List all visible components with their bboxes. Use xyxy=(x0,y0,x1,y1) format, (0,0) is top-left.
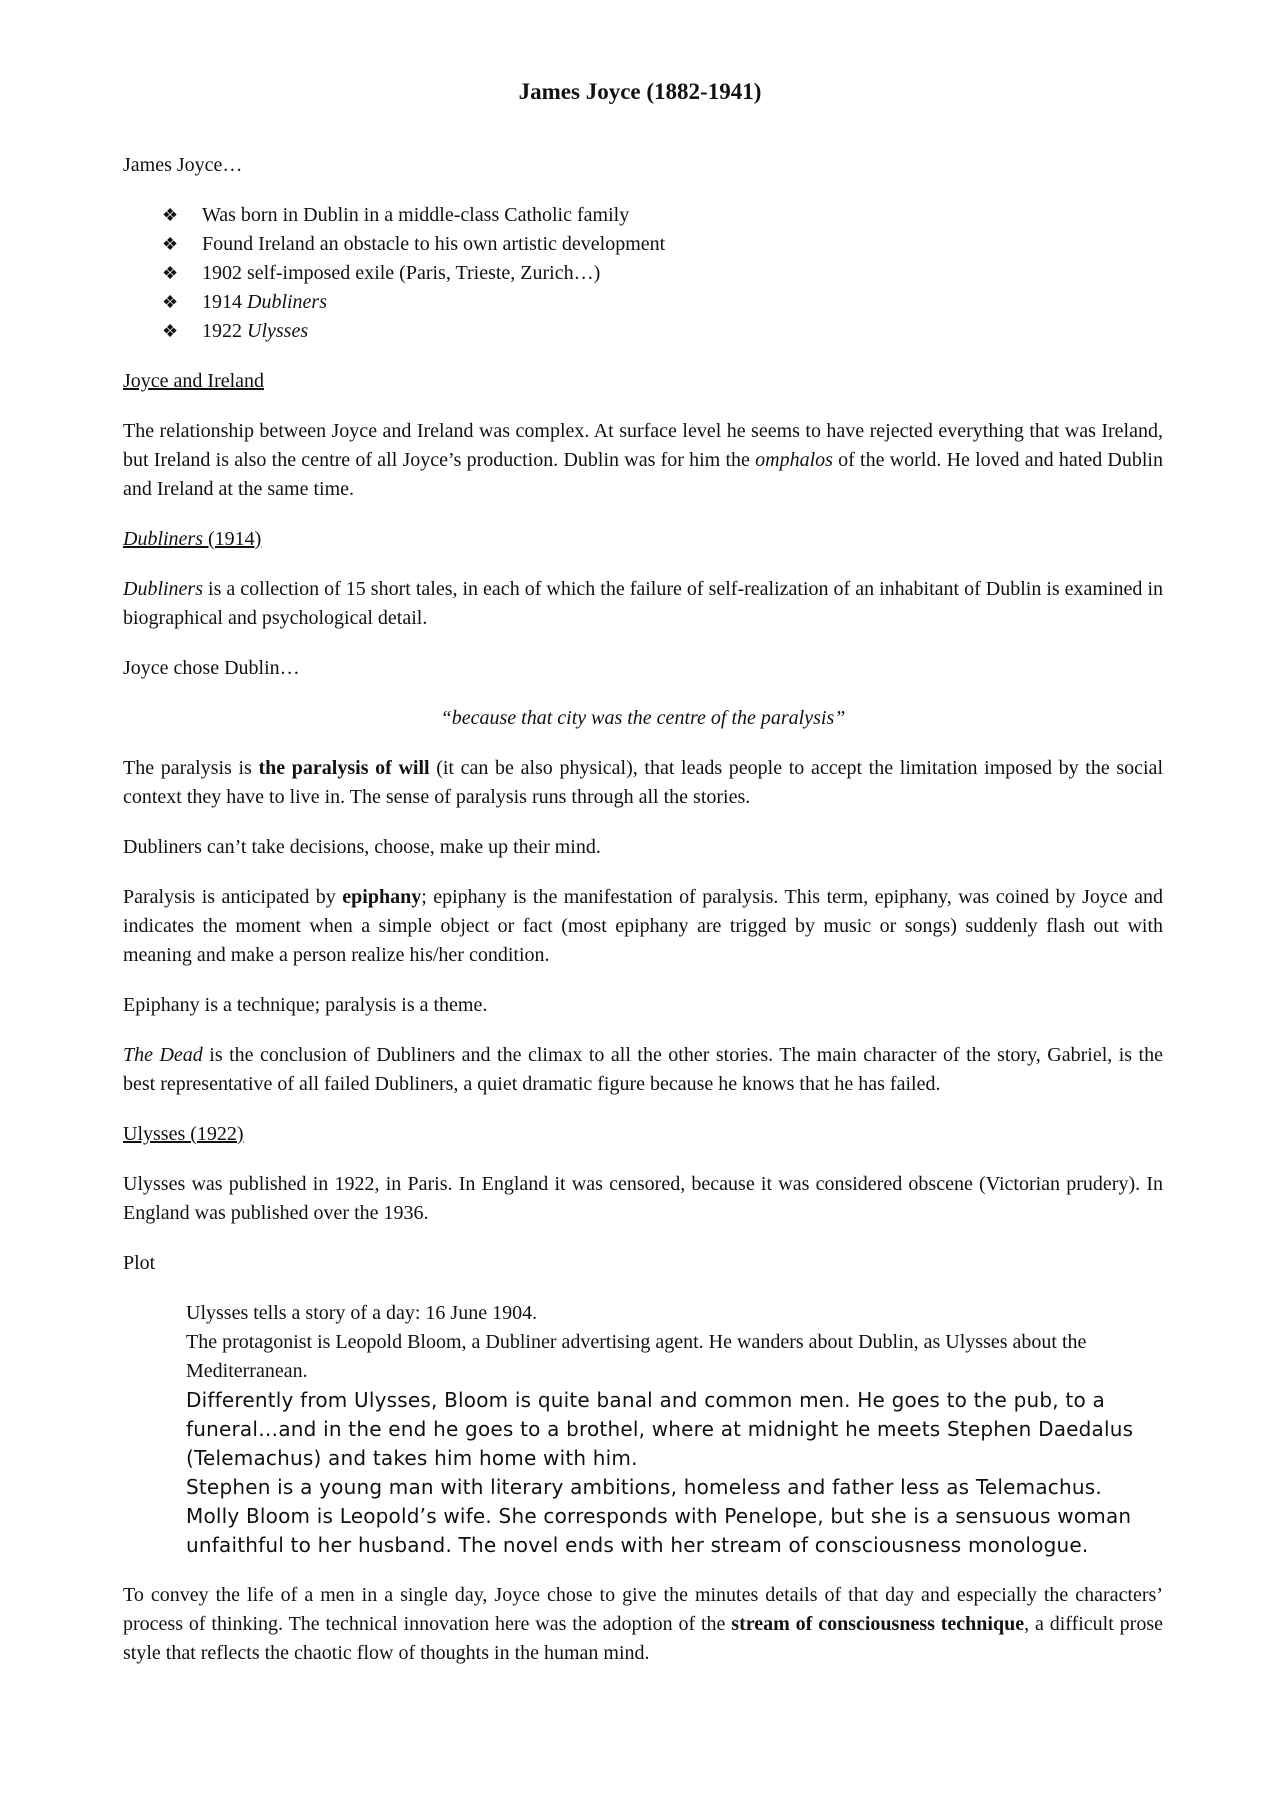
text-run: ; epiphany is the manifestation of paralysis. This term, epiphany, was coined by Joyce and indicates the moment when a simple object or fact (most epiphany are trigged by music or songs) suddenly flash out with meaning and make a person realize his/her condition. xyxy=(123,886,1164,966)
section-heading-dubliners xyxy=(123,525,1163,554)
text-run: The paralysis is xyxy=(123,757,259,779)
list-item-text xyxy=(202,317,308,346)
plot-label: Plot xyxy=(123,1252,156,1274)
diamond-bullet-icon: ❖ xyxy=(162,205,179,225)
list-item-year: 1922 xyxy=(202,320,247,342)
list-item-text: Found Ireland an obstacle to his own artistic development xyxy=(202,233,666,255)
text-run: is a collection of 15 short tales, in each of which the failure of self-realization of an inhabitant of Dublin is examined in biographical and psychological detail. xyxy=(123,578,1163,629)
bold-run: epiphany xyxy=(342,886,422,908)
bold-run: the paralysis of will xyxy=(258,757,430,779)
ireland-paragraph xyxy=(123,417,1163,504)
plot-line: Ulysses tells a story of a day: 16 June 1904. xyxy=(186,1302,538,1324)
page-title: James Joyce (1882-1941) xyxy=(518,79,762,104)
text-run: (it can be also physical), that leads people to accept the limitation imposed by the social context they have to live in. The sense of paralysis runs through all the stories. xyxy=(123,757,1163,808)
text-run: (1914) xyxy=(203,528,262,550)
list-item xyxy=(162,288,1163,317)
diamond-bullet-icon: ❖ xyxy=(162,234,179,254)
section-heading-ireland: Joyce and Ireland xyxy=(123,370,265,392)
list-item xyxy=(162,259,1163,288)
plot-line: Stephen is a young man with literary ambitions, homeless and father less as Telemachus. xyxy=(186,1475,1102,1499)
bold-run: stream of consciousness technique xyxy=(731,1613,1025,1635)
italic-run: Dubliners xyxy=(123,528,203,550)
plot-line: Molly Bloom is Leopold’s wife. She corresponds with Penelope, but she is a sensuous woman unfaithful to her husband. The novel ends with her stream of consciousness monologue. xyxy=(186,1504,1132,1557)
section-heading-ulysses: Ulysses (1922) xyxy=(123,1123,244,1145)
document-body xyxy=(123,151,1163,1689)
diamond-bullet-icon: ❖ xyxy=(162,292,179,312)
dubliners-paragraph-2: Joyce chose Dublin… xyxy=(123,657,300,679)
bio-bullet-list xyxy=(123,201,1163,346)
text-run: is the conclusion of Dubliners and the climax to all the other stories. The main character of the story, Gabriel, is the best representative of all failed Dubliners, a quiet dramatic figure because he knows that he has failed. xyxy=(123,1044,1163,1095)
italic-run: omphalos xyxy=(755,449,833,471)
italic-run: The Dead xyxy=(123,1044,203,1066)
plot-block xyxy=(186,1299,1163,1560)
text-run: To convey the life of a men in a single day, Joyce chose to give the minutes details of that day and especially the characters’ process of thinking. The technical innovation here was the adoption of the xyxy=(123,1584,1163,1635)
diamond-bullet-icon: ❖ xyxy=(162,263,179,283)
ulysses-paragraph-1: Ulysses was published in 1922, in Paris. In England it was censored, because it was considered obscene (Victorian prudery). In England was published over the 1936. xyxy=(123,1173,1163,1224)
dubliners-paragraph-5 xyxy=(123,883,1163,970)
list-item-work: Ulysses xyxy=(247,320,309,342)
italic-run: Dubliners xyxy=(123,578,203,600)
intro-text: James Joyce… xyxy=(123,154,243,176)
list-item-text xyxy=(202,288,327,317)
paralysis-quote: “because that city was the centre of the paralysis” xyxy=(440,707,846,729)
text-run: , a difficult prose style that reflects the chaotic flow of thoughts in the human mind. xyxy=(123,1613,1163,1664)
dubliners-paragraph-4: Dubliners can’t take decisions, choose, make up their mind. xyxy=(123,836,601,858)
text-run: The relationship between Joyce and Ireland was complex. At surface level he seems to have rejected everything that was Ireland, but Ireland is also the centre of all Joyce’s production. Dublin was for him the xyxy=(123,420,1163,471)
list-item xyxy=(162,317,1163,346)
dubliners-paragraph-1 xyxy=(123,575,1163,633)
list-item xyxy=(162,230,1163,259)
dubliners-paragraph-3 xyxy=(123,754,1163,812)
ulysses-final-paragraph xyxy=(123,1581,1163,1668)
list-item xyxy=(162,201,1163,230)
list-item-text: Was born in Dublin in a middle-class Catholic family xyxy=(202,204,630,226)
text-run: Paralysis is anticipated by xyxy=(123,886,343,908)
plot-line: Differently from Ulysses, Bloom is quite banal and common men. He goes to the pub, to a funeral…and in the end he goes to a brothel, where at midnight he meets Stephen Daedalus (Telemachus) and takes him home with him. xyxy=(186,1388,1134,1470)
plot-line: The protagonist is Leopold Bloom, a Dubliner advertising agent. He wanders about Dublin, as Ulysses about the Mediterranean. xyxy=(186,1331,1087,1382)
list-item-year: 1914 xyxy=(202,291,247,313)
diamond-bullet-icon: ❖ xyxy=(162,321,179,341)
dubliners-paragraph-7 xyxy=(123,1041,1163,1099)
text-run: of the world. He loved and hated Dublin and Ireland at the same time. xyxy=(123,449,1163,500)
list-item-work: Dubliners xyxy=(247,291,327,313)
list-item-text: 1902 self-imposed exile (Paris, Trieste, Zurich…) xyxy=(202,262,601,284)
dubliners-paragraph-6: Epiphany is a technique; paralysis is a theme. xyxy=(123,994,488,1016)
